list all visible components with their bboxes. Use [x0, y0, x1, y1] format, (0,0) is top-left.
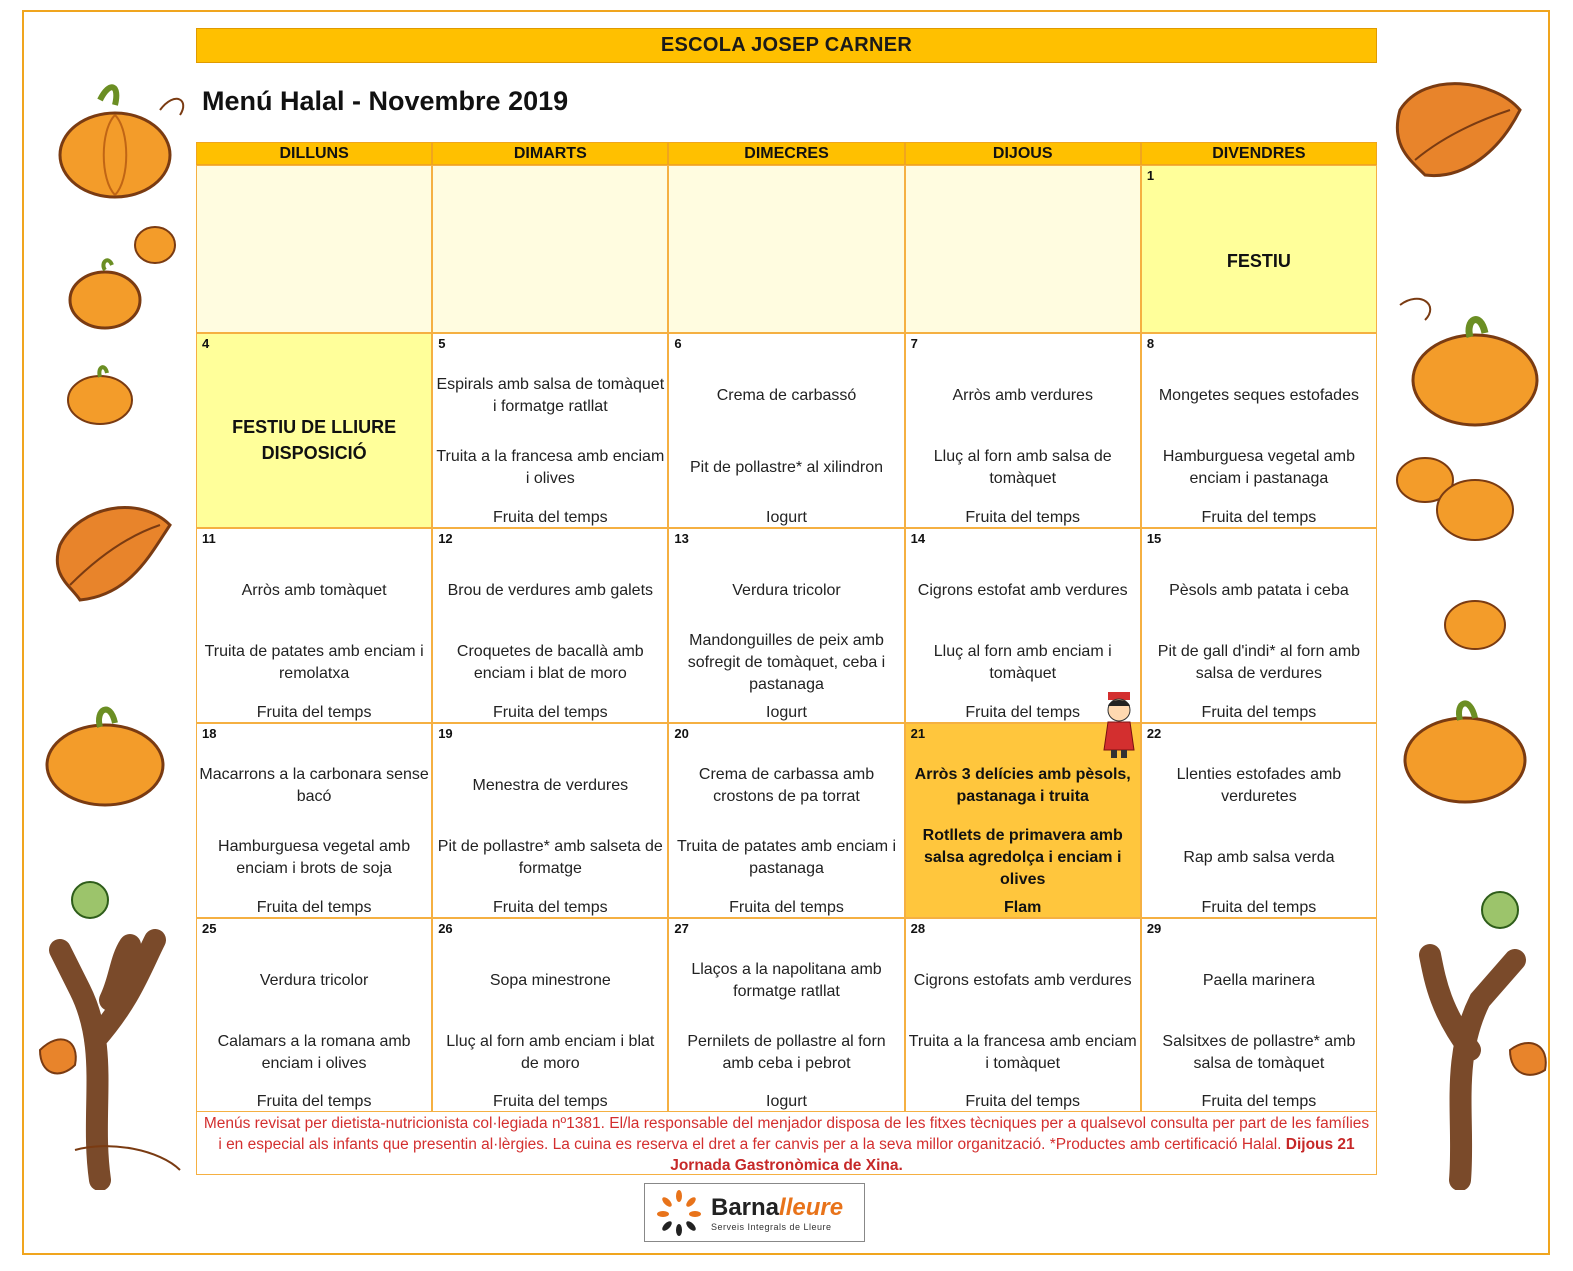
- day-cell: [432, 528, 668, 723]
- dessert: Fruita del temps: [492, 899, 608, 916]
- second-course: Hamburguesa vegetal amb enciam i brots de soja: [218, 838, 411, 877]
- tree-decoration-icon: [1390, 870, 1560, 1190]
- dessert: Fruita del temps: [965, 1093, 1081, 1110]
- pumpkin-decoration-icon: [40, 70, 190, 210]
- day-number: 29: [1146, 921, 1162, 936]
- first-course: Cigrons estofats amb verdures: [913, 972, 1132, 989]
- first-course: Arròs 3 delícies amb pèsols, pastanaga i truita: [914, 766, 1131, 805]
- dessert: Flam: [1004, 899, 1042, 916]
- day-number: 8: [1146, 336, 1155, 351]
- logo-name-part: Barna: [711, 1193, 780, 1221]
- leaf-decoration-icon: [1385, 50, 1535, 220]
- day-cell-empty: [905, 165, 1141, 333]
- day-cell: [668, 528, 904, 723]
- dessert: Fruita del temps: [256, 899, 372, 916]
- second-course: Lluç al forn amb salsa de tomàquet: [933, 448, 1112, 487]
- first-course: Arròs amb tomàquet: [241, 582, 387, 599]
- week-row: [196, 165, 1377, 333]
- day-number: 1: [1146, 168, 1155, 183]
- first-course: Paella marinera: [1202, 972, 1315, 989]
- dessert: Fruita del temps: [1201, 1093, 1317, 1110]
- day-cell: [196, 528, 432, 723]
- day-number: 28: [910, 921, 926, 936]
- pumpkin-decoration-icon: [1380, 285, 1550, 435]
- holiday-label: FESTIU: [1226, 251, 1291, 271]
- day-header: DIMECRES: [668, 142, 904, 165]
- week-row: [196, 333, 1377, 528]
- first-course: Verdura tricolor: [259, 972, 369, 989]
- pumpkin-decoration-icon: [60, 215, 180, 335]
- second-course: Truita de patates amb enciam i pastanaga: [676, 838, 897, 877]
- pumpkin-decoration-icon: [1400, 585, 1520, 655]
- holiday-label-line: FESTIU DE LLIURE: [232, 417, 397, 437]
- day-cell: [905, 333, 1141, 528]
- weekday-header: [196, 142, 1377, 165]
- pumpkin-decoration-icon: [40, 695, 170, 810]
- day-header: DIJOUS: [905, 142, 1141, 165]
- day-cell: [432, 333, 668, 528]
- first-course: Espirals amb salsa de tomàquet i formatge ratllat: [436, 376, 665, 415]
- second-course: Pit de pollastre* amb salseta de formatge: [437, 838, 663, 877]
- day-cell: [668, 333, 904, 528]
- leaf-decoration-icon: [40, 485, 180, 615]
- first-course: Cigrons estofat amb verdures: [917, 582, 1128, 599]
- day-cell: [668, 723, 904, 918]
- day-cell: [1141, 918, 1377, 1112]
- second-course: Truita de patates amb enciam i remolatxa: [204, 643, 424, 682]
- day-number: 22: [1146, 726, 1162, 741]
- day-number: 21: [910, 726, 926, 741]
- day-cell: [196, 723, 432, 918]
- day-number: 6: [674, 336, 682, 351]
- logo-subtitle: Serveis Integrals de Lleure: [711, 1221, 832, 1232]
- dessert: Iogurt: [766, 509, 807, 526]
- dessert: Fruita del temps: [1201, 704, 1317, 721]
- first-course: Pèsols amb patata i ceba: [1169, 582, 1349, 599]
- second-course: Pernilets de pollastre al forn amb ceba i pebrot: [687, 1033, 886, 1072]
- dessert: Fruita del temps: [256, 704, 372, 721]
- first-course: Brou de verdures amb galets: [447, 582, 654, 599]
- dessert: Fruita del temps: [965, 704, 1081, 721]
- day-number: 25: [202, 921, 217, 936]
- second-course: Pit de gall d'indi* al forn amb salsa de verdures: [1157, 643, 1361, 682]
- footer-highlight: Dijous 21 Jornada Gastronòmica de Xina.: [670, 1136, 1355, 1174]
- day-cell: [432, 723, 668, 918]
- footer-note: [196, 1112, 1377, 1175]
- day-cell-empty: [196, 165, 432, 333]
- holiday-label-line: DISPOSICIÓ: [261, 443, 367, 463]
- dessert: Fruita del temps: [1201, 509, 1317, 526]
- day-number: 27: [674, 921, 689, 936]
- dessert: Fruita del temps: [256, 1093, 372, 1110]
- first-course: Sopa minestrone: [489, 972, 611, 989]
- dessert: Iogurt: [766, 704, 807, 721]
- day-cell: [1141, 723, 1377, 918]
- day-header: DILLUNS: [196, 142, 432, 165]
- day-cell-empty: [668, 165, 904, 333]
- day-header: DIMARTS: [432, 142, 668, 165]
- second-course: Rotllets de primavera amb salsa agredolça i enciam i olives: [922, 827, 1123, 888]
- footer-text: Menús revisat per dietista-nutricionista col·legiada nº1381. El/la responsable del menjador disposa de les fitxes tècniques per a qualsevol consulta per part de les famílies i en especial als infants que presentin al·lèrgies. La cuina es reserva el dret a fer canvis per a la seva millor organització. *Productes amb certificació Halal.: [203, 1115, 1370, 1153]
- second-course: Rap amb salsa verda: [1183, 849, 1335, 866]
- second-course: Mandonguilles de peix amb sofregit de tomàquet, ceba i pastanaga: [687, 632, 886, 693]
- day-number: 13: [674, 531, 689, 546]
- day-number: 14: [910, 531, 926, 546]
- day-cell: [196, 333, 432, 528]
- week-row: [196, 528, 1377, 723]
- second-course: Calamars a la romana amb enciam i olives: [217, 1033, 411, 1072]
- day-number: 19: [438, 726, 453, 741]
- week-row: [196, 723, 1377, 918]
- day-cell: [1141, 165, 1377, 333]
- day-cell: [905, 918, 1141, 1112]
- second-course: Hamburguesa vegetal amb enciam i pastanaga: [1162, 448, 1355, 487]
- first-course: Llenties estofades amb verduretes: [1176, 766, 1342, 805]
- second-course: Lluç al forn amb enciam i blat de moro: [446, 1033, 655, 1072]
- menu-calendar: [196, 142, 1377, 1175]
- day-number: 12: [438, 531, 453, 546]
- school-banner: ESCOLA JOSEP CARNER: [196, 28, 1377, 63]
- dessert: Fruita del temps: [965, 509, 1081, 526]
- first-course: Arròs amb verdures: [952, 387, 1093, 404]
- first-course: Verdura tricolor: [732, 582, 841, 599]
- day-number: 15: [1146, 531, 1162, 546]
- first-course: Mongetes seques estofades: [1158, 387, 1359, 404]
- company-logo: [644, 1183, 865, 1242]
- day-number: 5: [438, 336, 446, 351]
- day-cell: [1141, 528, 1377, 723]
- pumpkin-decoration-icon: [1390, 440, 1520, 550]
- day-cell: [196, 918, 432, 1112]
- second-course: Salsitxes de pollastre* amb salsa de tomàquet: [1162, 1033, 1356, 1072]
- sun-logo-icon: [651, 1188, 707, 1238]
- second-course: Lluç al forn amb enciam i tomàquet: [933, 643, 1112, 682]
- pumpkin-decoration-icon: [1390, 690, 1540, 810]
- second-course: Croquetes de bacallà amb enciam i blat de moro: [456, 643, 644, 682]
- second-course: Truita a la francesa amb enciam i olives: [436, 448, 665, 487]
- logo-name-part: lleure: [779, 1193, 844, 1221]
- second-course: Pit de pollastre* al xilindron: [690, 459, 883, 476]
- child-figure-icon: [1098, 690, 1140, 760]
- day-cell: [432, 918, 668, 1112]
- day-cell: [668, 918, 904, 1112]
- page-title: Menú Halal - Novembre 2019: [202, 86, 569, 116]
- holiday-label: [197, 414, 431, 466]
- pumpkin-decoration-icon: [55, 345, 155, 435]
- first-course: Llaços a la napolitana amb formatge ratllat: [691, 961, 882, 1000]
- first-course: Macarrons a la carbonara sense bacó: [199, 766, 429, 805]
- first-course: Crema de carbassó: [716, 387, 857, 404]
- second-course: Truita a la francesa amb enciam i tomàquet: [908, 1033, 1137, 1072]
- tree-decoration-icon: [20, 850, 195, 1190]
- first-course: Crema de carbassa amb crostons de pa torrat: [698, 766, 875, 805]
- dessert: Iogurt: [766, 1093, 807, 1110]
- day-number: 4: [202, 336, 210, 351]
- week-row: [196, 918, 1377, 1112]
- day-number: 11: [202, 531, 216, 546]
- dessert: Fruita del temps: [729, 899, 844, 916]
- day-header: DIVENDRES: [1141, 142, 1377, 165]
- day-number: 26: [438, 921, 453, 936]
- day-number: 20: [674, 726, 689, 741]
- logo-name: [711, 1194, 843, 1222]
- dessert: Fruita del temps: [1201, 899, 1317, 916]
- first-course: Menestra de verdures: [472, 777, 629, 794]
- day-cell: [1141, 333, 1377, 528]
- day-cell-empty: [432, 165, 668, 333]
- dessert: Fruita del temps: [492, 704, 608, 721]
- dessert: Fruita del temps: [492, 509, 608, 526]
- dessert: Fruita del temps: [492, 1093, 608, 1110]
- day-number: 7: [910, 336, 918, 351]
- day-number: 18: [202, 726, 217, 741]
